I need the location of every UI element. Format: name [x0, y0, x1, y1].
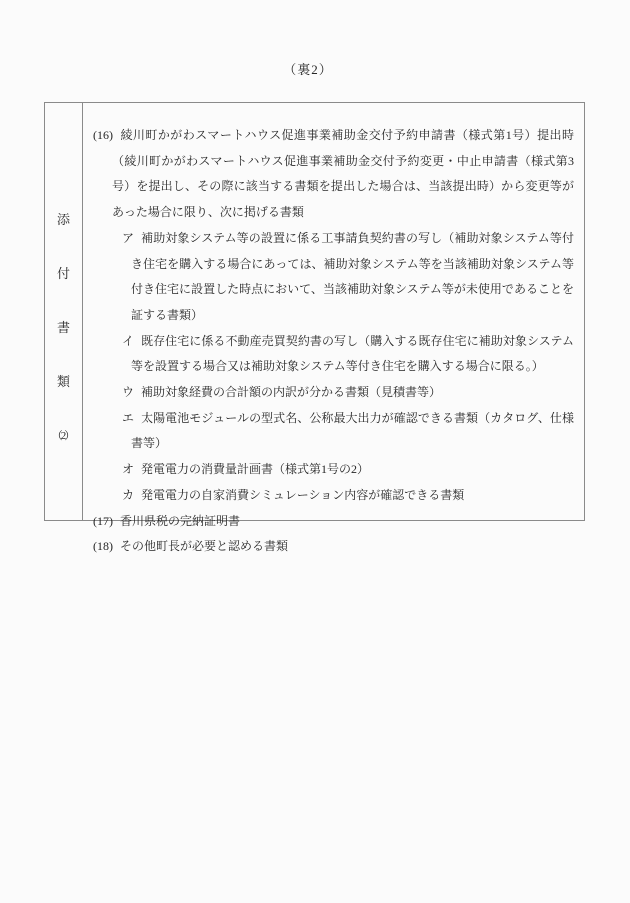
- attachments-table: [44, 102, 585, 554]
- item-text: 香川県税の完納証明書: [120, 513, 241, 528]
- document-item: [83, 457, 574, 483]
- document-item: [83, 226, 574, 329]
- document-item: [83, 329, 574, 380]
- row-header-char: 類: [56, 374, 70, 389]
- item-text: その他町長が必要と認める書類: [120, 539, 289, 554]
- row-header-char: 付: [56, 266, 70, 281]
- document-item: [83, 483, 574, 509]
- row-header-char: （2）: [51, 430, 74, 442]
- item-label: (18): [93, 539, 113, 554]
- document-item: [83, 380, 574, 406]
- item-text: 太陽電池モジュールの型式名、公称最大出力が確認できる書類（カタログ、仕様書等）: [131, 410, 574, 451]
- item-label: エ: [122, 410, 135, 425]
- item-text: 発電電力の消費量計画書（様式第1号の2）: [141, 462, 370, 477]
- item-text: 綾川町かがわスマートハウス促進事業補助金交付予約申請書（様式第1号）提出時（綾川町かがわスマートハウス促進事業補助金交付予約変更・中止申請書（様式第3号）を提出し、その際に該当する書類を提出した場合は、当該提出時）から変更等があった場合に限り、次に掲げる書類: [112, 128, 574, 220]
- row-header-cell: [45, 103, 83, 520]
- item-label: ア: [122, 230, 135, 245]
- document-item: [83, 406, 574, 457]
- item-text: 補助対象経費の合計額の内訳が分かる書類（見積書等）: [141, 385, 442, 400]
- row-header-char: 添: [56, 212, 70, 227]
- item-label: イ: [122, 333, 135, 348]
- row-header-char: 書: [56, 320, 70, 335]
- item-label: ウ: [122, 385, 135, 400]
- item-label: (17): [93, 513, 113, 528]
- item-label: (16): [93, 128, 113, 142]
- item-label: オ: [122, 462, 135, 477]
- document-item: [83, 534, 574, 560]
- item-label: カ: [122, 487, 135, 502]
- item-text: 発電電力の自家消費シミュレーション内容が確認できる書類: [141, 487, 465, 502]
- documents-list: [83, 103, 584, 554]
- item-text: 既存住宅に係る不動産売買契約書の写し（購入する既存住宅に補助対象システム等を設置する場合又は補助対象システム等付き住宅を購入する場合に限る。）: [131, 333, 574, 374]
- document-item: [83, 123, 574, 226]
- item-text: 補助対象システム等の設置に係る工事請負契約書の写し（補助対象システム等付き住宅を購入する場合にあっては、補助対象システム等を当該補助対象システム等付き住宅に設置した時点において、当該補助対象システム等が未使用であることを証する書類）: [131, 230, 574, 322]
- page-side-label: （裏2）: [283, 62, 333, 77]
- document-item: [83, 509, 574, 535]
